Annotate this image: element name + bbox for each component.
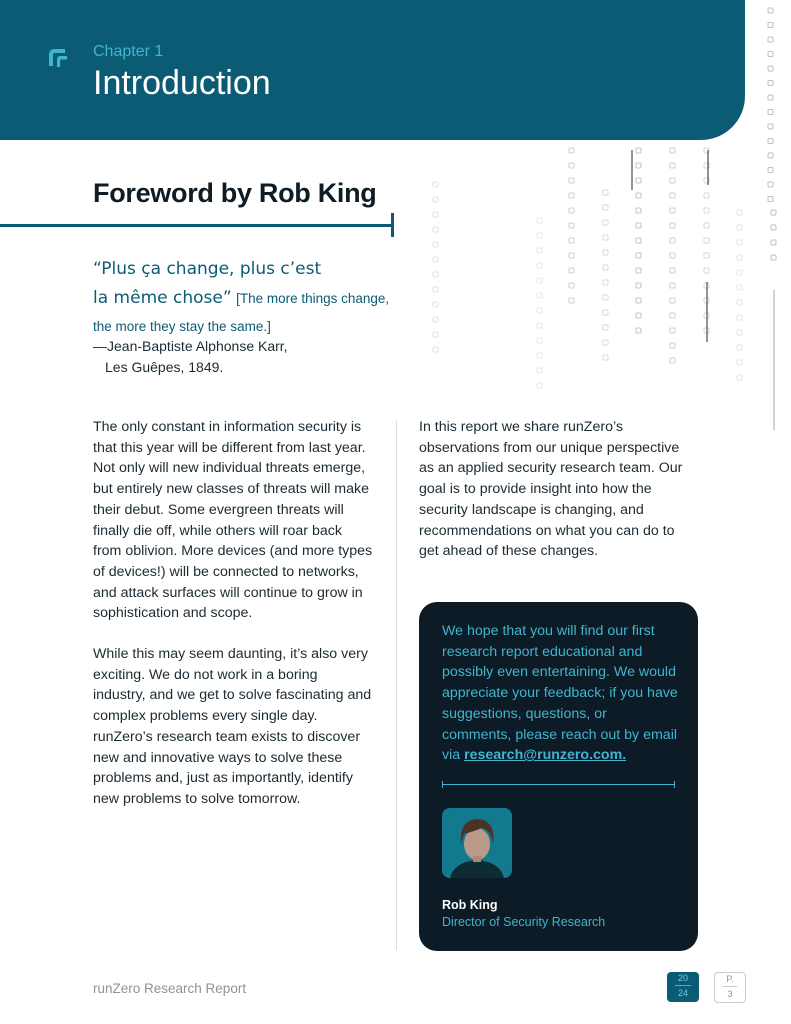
decorative-dot xyxy=(636,208,641,213)
decorative-dot xyxy=(737,255,742,260)
decorative-dot xyxy=(670,313,675,318)
decorative-dot xyxy=(737,300,742,305)
decorative-dot xyxy=(603,235,608,240)
page-label: P. xyxy=(726,974,734,984)
decorative-dot xyxy=(537,233,542,238)
decorative-dot xyxy=(569,193,574,198)
decorative-dot xyxy=(737,240,742,245)
body-paragraph: In this report we share runZero’s observations from our unique perspective as an applied security research team. Our goal is to provide insight into how the security landscape is changing, and recommendations on what you can do to get ahead of these changes. xyxy=(419,419,683,560)
year-bottom: 24 xyxy=(677,988,688,998)
quote-attribution xyxy=(93,336,373,378)
decorative-dot xyxy=(704,328,709,333)
decorative-dot xyxy=(537,218,542,223)
decorative-dot xyxy=(569,178,574,183)
decorative-dot xyxy=(768,110,773,115)
decorative-dot xyxy=(771,255,776,260)
decorative-dot xyxy=(670,193,675,198)
decorative-dot xyxy=(737,360,742,365)
decorative-dot xyxy=(636,238,641,243)
email-link[interactable]: research@runzero.com. xyxy=(464,747,627,764)
decorative-dot xyxy=(768,66,773,71)
decorative-dot xyxy=(569,298,574,303)
decorative-dot xyxy=(603,190,608,195)
decorative-dot xyxy=(636,223,641,228)
decorative-dot xyxy=(737,270,742,275)
decorative-dot xyxy=(433,197,438,202)
decorative-dot xyxy=(433,257,438,262)
author-portrait-icon xyxy=(442,808,512,878)
decorative-dot xyxy=(537,383,542,388)
decorative-dot xyxy=(768,8,773,13)
column-divider xyxy=(396,420,397,950)
decorative-dot xyxy=(636,313,641,318)
footer-report-name: runZero Research Report xyxy=(93,981,247,996)
decorative-dot xyxy=(704,193,709,198)
author-name: Rob King xyxy=(442,898,498,912)
page-number: 3 xyxy=(727,989,733,999)
decorative-dot xyxy=(768,23,773,28)
decorative-dot xyxy=(768,182,773,187)
decorative-dot xyxy=(768,37,773,42)
decorative-dot xyxy=(603,310,608,315)
decorative-dot xyxy=(603,340,608,345)
decorative-dot xyxy=(433,332,438,337)
decorative-dot xyxy=(537,323,542,328)
decorative-dot xyxy=(569,268,574,273)
decorative-dot xyxy=(433,287,438,292)
heading-rule xyxy=(0,224,393,227)
quote-french-line2: la même chose” xyxy=(93,288,232,308)
decorative-dot xyxy=(433,302,438,307)
card-message xyxy=(442,621,678,766)
decorative-dot xyxy=(768,81,773,86)
decorative-dot xyxy=(704,163,709,168)
decorative-dot xyxy=(636,178,641,183)
decorative-dot xyxy=(768,95,773,100)
decorative-dot xyxy=(636,163,641,168)
decorative-dot xyxy=(737,330,742,335)
decorative-dot xyxy=(704,238,709,243)
decorative-dot xyxy=(569,223,574,228)
decorative-dot xyxy=(537,263,542,268)
author-card xyxy=(419,602,698,951)
decorative-dot xyxy=(737,345,742,350)
right-column xyxy=(419,417,694,582)
decorative-dot xyxy=(704,253,709,258)
decorative-dot xyxy=(704,268,709,273)
decorative-dot xyxy=(636,283,641,288)
decorative-dot xyxy=(569,238,574,243)
decorative-dot xyxy=(771,240,776,245)
decorative-dot xyxy=(704,208,709,213)
decorative-dot xyxy=(670,343,675,348)
decorative-dot xyxy=(771,210,776,215)
decorative-dot xyxy=(603,265,608,270)
decorative-dot xyxy=(768,139,773,144)
decorative-dot xyxy=(768,52,773,57)
quote-translation: [The more things change, the more they stay the same.] xyxy=(93,291,390,334)
epigraph-quote xyxy=(93,255,393,341)
decorative-dot xyxy=(670,238,675,243)
decorative-dot xyxy=(670,253,675,258)
decorative-dot xyxy=(670,298,675,303)
decorative-dot xyxy=(636,328,641,333)
decorative-dot xyxy=(670,223,675,228)
decorative-dot xyxy=(603,295,608,300)
decorative-dot xyxy=(537,293,542,298)
decorative-dot xyxy=(670,163,675,168)
decorative-dot xyxy=(704,283,709,288)
decorative-dot xyxy=(636,253,641,258)
page-title: Introduction xyxy=(93,64,271,102)
decorative-dot xyxy=(768,153,773,158)
decorative-dot xyxy=(704,313,709,318)
decorative-dot xyxy=(433,227,438,232)
decorative-dot xyxy=(603,220,608,225)
decorative-dot xyxy=(768,168,773,173)
decorative-dot xyxy=(636,148,641,153)
card-rule xyxy=(442,784,675,785)
decorative-dot xyxy=(537,338,542,343)
decorative-dot xyxy=(670,148,675,153)
year-badge xyxy=(667,972,699,1002)
author-role: Director of Security Research xyxy=(442,915,606,929)
avatar xyxy=(442,808,512,878)
body-paragraph: While this may seem daunting, it’s also very exciting. We do not work in a boring industry, and we get to solve fascinating and complex problems every single day. runZero’s research team exists to discover new and innovative ways to solve these problems and, just as importantly, identify new problems to solve tomorrow. xyxy=(93,646,372,807)
decorative-dot xyxy=(670,328,675,333)
decorative-dot xyxy=(537,368,542,373)
quote-french-line1: “Plus ça change, plus c’est xyxy=(93,259,322,279)
decorative-dot xyxy=(704,178,709,183)
decorative-dot xyxy=(569,283,574,288)
decorative-dot xyxy=(670,178,675,183)
decorative-dot xyxy=(537,308,542,313)
year-top: 20 xyxy=(677,973,688,983)
decorative-dot xyxy=(636,298,641,303)
decorative-dot xyxy=(433,182,438,187)
decorative-dot xyxy=(603,355,608,360)
decorative-dot xyxy=(737,315,742,320)
decorative-dot xyxy=(737,210,742,215)
decorative-dot xyxy=(704,148,709,153)
attribution-author: —Jean-Baptiste Alphonse Karr, xyxy=(93,338,288,354)
decorative-dot xyxy=(433,347,438,352)
attribution-source: Les Guêpes, 1849. xyxy=(105,359,224,375)
chapter-label: Chapter 1 xyxy=(93,43,164,60)
heading-rule-cap xyxy=(391,213,394,237)
decorative-dot xyxy=(537,248,542,253)
decorative-dot xyxy=(433,272,438,277)
foreword-heading: Foreword by Rob King xyxy=(93,178,377,208)
decorative-dot xyxy=(569,148,574,153)
decorative-dot xyxy=(670,283,675,288)
decorative-dot xyxy=(670,358,675,363)
decorative-dot xyxy=(768,124,773,129)
decorative-dot xyxy=(636,193,641,198)
decorative-dot xyxy=(704,298,709,303)
decorative-dot xyxy=(603,250,608,255)
decorative-dot xyxy=(537,278,542,283)
decorative-dot xyxy=(670,208,675,213)
decorative-dot xyxy=(768,197,773,202)
decorative-dot xyxy=(704,223,709,228)
decorative-dot xyxy=(670,268,675,273)
card-message-text: We hope that you will find our first research report educational and possibly even entertaining. We would appreciate your feedback; if you have suggestions, questions, or comments, please reach out by email via xyxy=(442,623,678,764)
decorative-dot xyxy=(569,208,574,213)
decorative-dot xyxy=(603,280,608,285)
left-column xyxy=(93,417,373,830)
decorative-dot xyxy=(636,268,641,273)
decorative-dot xyxy=(737,285,742,290)
runzero-logo-icon xyxy=(46,46,70,70)
chapter-header xyxy=(0,0,745,140)
decorative-dot xyxy=(537,353,542,358)
page-number-badge xyxy=(714,972,746,1003)
decorative-dot xyxy=(603,205,608,210)
decorative-dot xyxy=(603,325,608,330)
decorative-dot xyxy=(433,212,438,217)
body-paragraph: The only constant in information security is that this year will be different from last year. Not only will new individual threats emerge, but entirely new classes of threats will make their debut. Some evergreen threats will finally die off, while others will roar back from oblivion. More devices (and more types of devices!) will be connected to networks, and attack surfaces will continue to grow in sophistication and scope. xyxy=(93,419,373,622)
decorative-dot xyxy=(569,253,574,258)
decorative-dot xyxy=(569,163,574,168)
decorative-dot xyxy=(737,225,742,230)
decorative-dot xyxy=(433,242,438,247)
decorative-dot xyxy=(433,317,438,322)
decorative-dot xyxy=(737,375,742,380)
decorative-dot xyxy=(771,225,776,230)
